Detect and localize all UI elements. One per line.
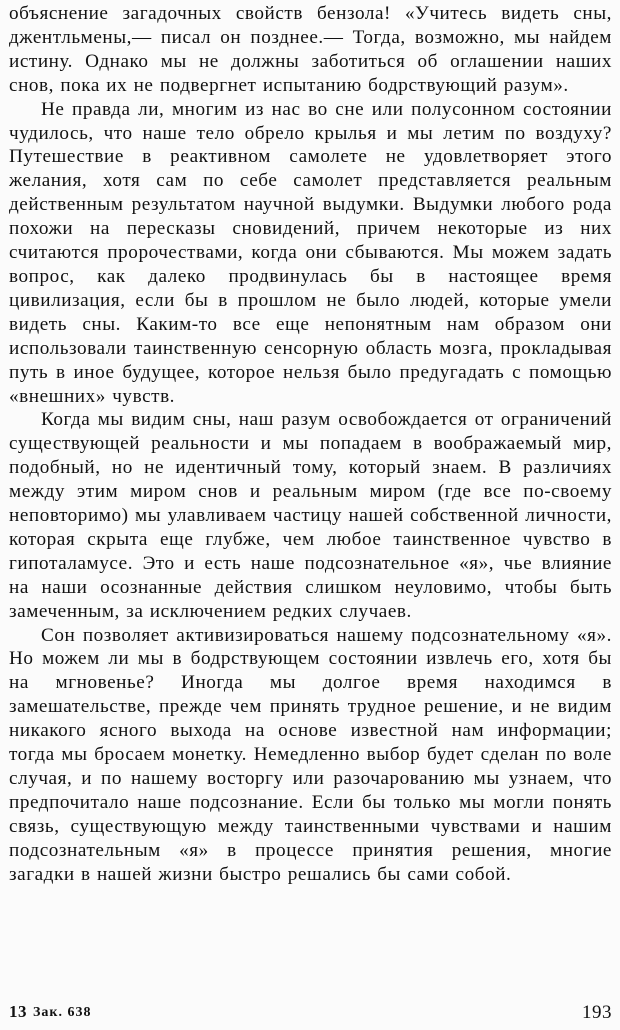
page-footer [9, 1002, 612, 1026]
paragraph-1: объяснение загадочных свойств бензола! «Учитесь видеть сны, джентльмены,— писал он позднее.— Тогда, возможно, мы найдем истину. Однако мы не должны заботиться об оглашении наших снов, пока их не подвергнет испытанию бодрствующий разум». [9, 3, 612, 96]
paragraph-3: Когда мы видим сны, наш разум освобождается от ограничений существующей реальности и мы попадаем в воображаемый мир, подобный, но не идентичный тому, который знаем. В различиях между этим миром снов и реальным миром (где все по-своему неповторимо) мы улавливаем частицу нашей собственной личности, которая скрыта еще глубже, чем любое таинственное чувство в гипоталамусе. Это и есть наше подсознательное «я», чье влияние на наши осознанные действия слишком неуловимо, чтобы быть замеченным, за исключением редких случаев. [9, 409, 612, 622]
printer-order-code: Зак. 638 [33, 1005, 92, 1020]
printer-signature-number: 13 [9, 1002, 27, 1021]
page-number: 193 [582, 1002, 612, 1023]
body-text [9, 2, 612, 887]
paragraph-2: Не правда ли, многим из нас во сне или полусонном состоянии чудилось, что наше тело обрело крылья и мы летим по воздуху? Путешествие в реактивном самолете не удовлетворяет этого желания, хотя сам по себе самолет представляется реальным действенным результатом научной выдумки. Выдумки любого рода похожи на пересказы сновидений, причем некоторые из них считаются пророчествами, когда они сбываются. Мы можем задать вопрос, как далеко продвинулась бы в настоящее время цивилизация, если бы в прошлом не было людей, которые умели видеть сны. Каким-то все еще непонятным нам образом они использовали таинственную сенсорную область мозга, прокладывая путь в иное будущее, которое нельзя было предугадать с помощью «внешних» чувств. [9, 98, 612, 407]
paragraph-4: Сон позволяет активизироваться нашему подсознательному «я». Но можем ли мы в бодрствующем состоянии извлечь его, хотя бы на мгновенье? Иногда мы долгое время находимся в замешательстве, прежде чем принять трудное решение, и не видим никакого ясного выхода на основе известной нам информации; тогда мы бросаем монетку. Немедленно выбор будет сделан по воле случая, и по нашему восторгу или разочарованию мы узнаем, что предпочитало наше подсознание. Если бы только мы могли понять связь, существующую между таинственными чувствами и нашим подсознательным «я» в процессе принятия решения, многие загадки в нашей жизни быстро решались бы сами собой. [9, 624, 612, 885]
